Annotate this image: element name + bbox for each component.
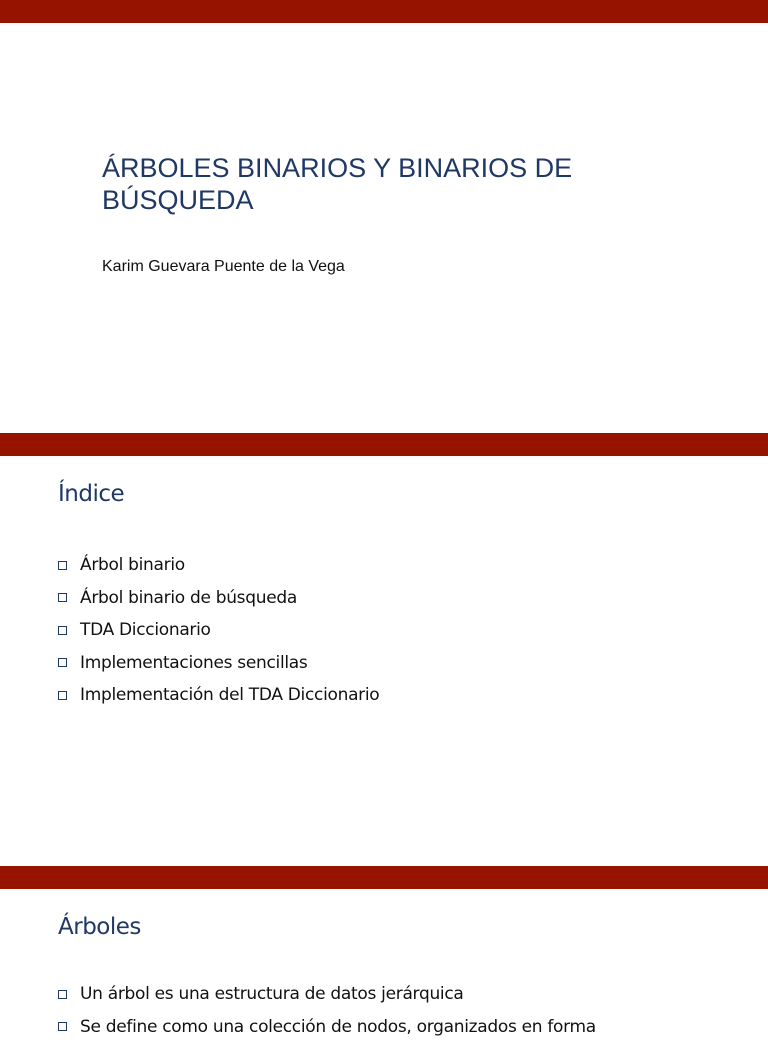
list-item bbox=[58, 582, 379, 615]
square-outline-icon bbox=[58, 626, 67, 635]
list-item bbox=[58, 679, 379, 712]
author-name: Karim Guevara Puente de la Vega bbox=[102, 258, 345, 276]
square-outline-icon bbox=[58, 990, 67, 999]
square-outline-icon bbox=[58, 561, 67, 570]
trees-slide bbox=[0, 866, 768, 1024]
list-item bbox=[58, 549, 379, 582]
bullet-list bbox=[58, 549, 379, 712]
square-outline-icon bbox=[58, 691, 67, 700]
list-item bbox=[58, 1011, 596, 1043]
list-item-text: Árbol binario de búsqueda bbox=[80, 588, 297, 608]
list-item-text: Árbol binario bbox=[80, 555, 185, 575]
list-item bbox=[58, 978, 596, 1011]
square-outline-icon bbox=[58, 1022, 67, 1031]
slide-top-bar bbox=[0, 866, 768, 889]
slide-top-bar bbox=[0, 433, 768, 456]
list-item-text: Implementaciones sencillas bbox=[80, 653, 307, 673]
list-item-text: Se define como una colección de nodos, organizados en forma bbox=[80, 1017, 596, 1037]
list-item-text: Implementación del TDA Diccionario bbox=[80, 685, 379, 705]
list-item-text: TDA Diccionario bbox=[80, 620, 211, 640]
square-outline-icon bbox=[58, 658, 67, 667]
list-item bbox=[58, 614, 379, 647]
list-item bbox=[58, 647, 379, 680]
list-item-text: Un árbol es una estructura de datos jerárquica bbox=[80, 984, 464, 1004]
slide-heading: Índice bbox=[58, 481, 124, 507]
title-slide bbox=[0, 0, 768, 433]
slide-top-bar bbox=[0, 0, 768, 23]
presentation-title: ÁRBOLES BINARIOS Y BINARIOS DE BÚSQUEDA bbox=[102, 152, 702, 216]
slide-heading: Árboles bbox=[58, 914, 141, 940]
bullet-list bbox=[58, 978, 596, 1043]
index-slide bbox=[0, 433, 768, 866]
square-outline-icon bbox=[58, 593, 67, 602]
